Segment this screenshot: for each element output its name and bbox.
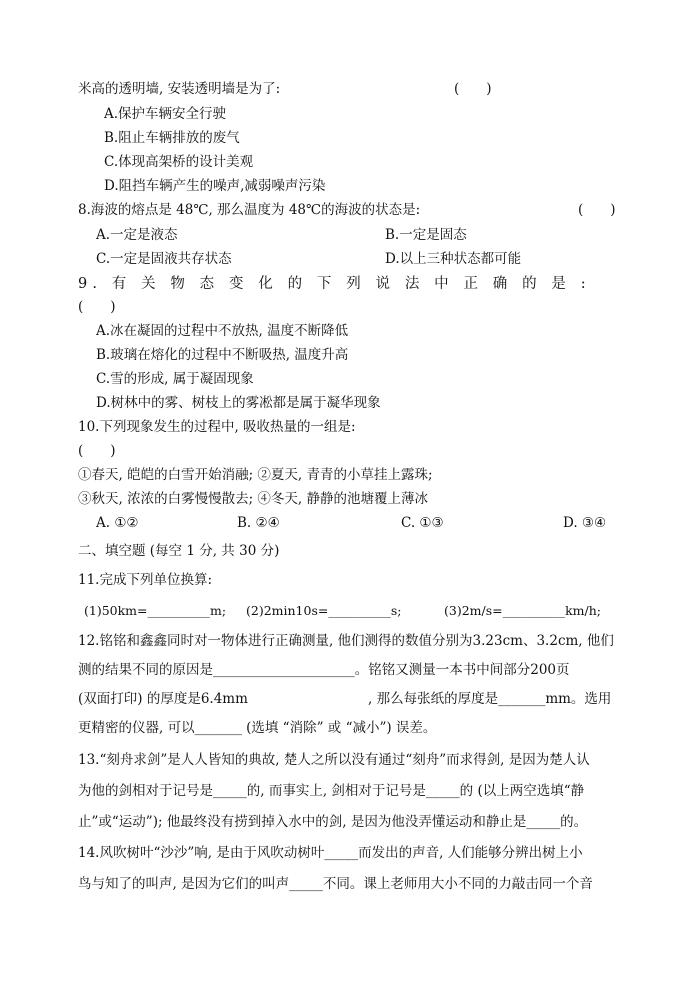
q10-option-d: D. ③④	[563, 515, 607, 531]
q12-line-1: 12.铭铭和鑫鑫同时对一物体进行正确测量, 他们测得的数值分别为3.23cm、3.2cm, 他们	[78, 633, 614, 649]
q8-option-d: D.以上三种状态都可能	[385, 251, 522, 267]
q7-option-b: B.阻止车辆排放的废气	[104, 130, 240, 146]
q12-line-3b: , 那么每张纸的厚度是_______mm。选用	[368, 691, 612, 707]
q10-statement-line-2: ③秋天, 浓浓的白雾慢慢散去; ④冬天, 静静的池塘覆上薄冰	[78, 491, 429, 507]
q10-answer-paren: ( )	[78, 443, 116, 459]
section-2-title: 二、填空题 (每空 1 分, 共 30 分)	[78, 543, 280, 559]
q11-part-3: (3)2m/s=__________km/h;	[444, 603, 602, 618]
q8-option-a: A.一定是液态	[96, 227, 178, 243]
q12-line-4: 更精密的仪器, 可以_______ (选填 “消除” 或 “减小”) 误差。	[78, 720, 437, 736]
q9-option-b: B.玻璃在熔化的过程中不断吸热, 温度升高	[96, 347, 349, 363]
q9-answer-paren: ( )	[78, 299, 116, 315]
q10-option-c: C. ①③	[401, 515, 444, 531]
q8-stem: 8.海波的熔点是 48℃, 那么温度为 48℃的海波的状态是:	[78, 202, 421, 218]
q7-option-c: C.体现高架桥的设计美观	[104, 154, 254, 170]
q10-stem: 10.下列现象发生的过程中, 吸收热量的一组是:	[78, 419, 356, 435]
q8-option-b: B.一定是固态	[385, 227, 467, 243]
q9-option-c: C.雪的形成, 属于凝固现象	[96, 371, 254, 387]
q14-line-2: 鸟与知了的叫声, 是因为它们的叫声_____不同。课上老师用大小不同的力敲击同一个音	[78, 876, 593, 892]
q11-stem: 11.完成下列单位换算:	[78, 572, 213, 588]
q13-line-1: 13.“刻舟求剑”是人人皆知的典故, 楚人之所以没有通过“刻舟”而求得剑, 是因为楚人认	[78, 752, 590, 768]
q9-option-a: A.冰在凝固的过程中不放热, 温度不断降低	[96, 323, 349, 339]
q7-option-a: A.保护车辆安全行驶	[104, 106, 227, 122]
q10-statement-line-1: ①春天, 皑皑的白雪开始消融; ②夏天, 青青的小草挂上露珠;	[78, 467, 433, 483]
q7-answer-paren: ( )	[454, 81, 492, 97]
q8-answer-paren: ( )	[578, 202, 616, 218]
q9-option-d: D.树林中的雾、树枝上的雾凇都是属于凝华现象	[96, 395, 381, 411]
q9-stem: 9. 有 关 物 态 变 化 的 下 列 说 法 中 正 确 的 是 :	[78, 276, 591, 292]
q12-line-3a: (双面打印) 的厚度是6.4mm	[78, 691, 248, 707]
q8-option-c: C.一定是固液共存状态	[96, 251, 232, 267]
q11-part-1: (1)50km=__________m;	[84, 603, 227, 618]
q10-option-b: B. ②④	[237, 515, 280, 531]
q7-stem: 米高的透明墙, 安装透明墙是为了:	[78, 81, 281, 97]
q13-line-3: 止”或“运动”); 他最终没有捞到掉入水中的剑, 是因为他没弄懂运动和静止是_____的。	[78, 814, 588, 830]
q11-part-2: (2)2min10s=__________s;	[246, 603, 402, 618]
q13-line-2: 为他的剑相对于记号是_____的, 而事实上, 剑相对于记号是_____的 (以上两空选填“静	[78, 783, 585, 799]
q12-line-2: 测的结果不同的原因是_____________________。铭铭又测量一本书中间部分200页	[78, 662, 570, 678]
q7-option-d: D.阻挡车辆产生的噪声,减弱噪声污染	[104, 178, 326, 194]
q14-line-1: 14.风吹树叶“沙沙”响, 是由于风吹动树叶_____而发出的声音, 人们能够分辨出树上小	[78, 845, 583, 861]
q10-option-a: A. ①②	[96, 515, 139, 531]
